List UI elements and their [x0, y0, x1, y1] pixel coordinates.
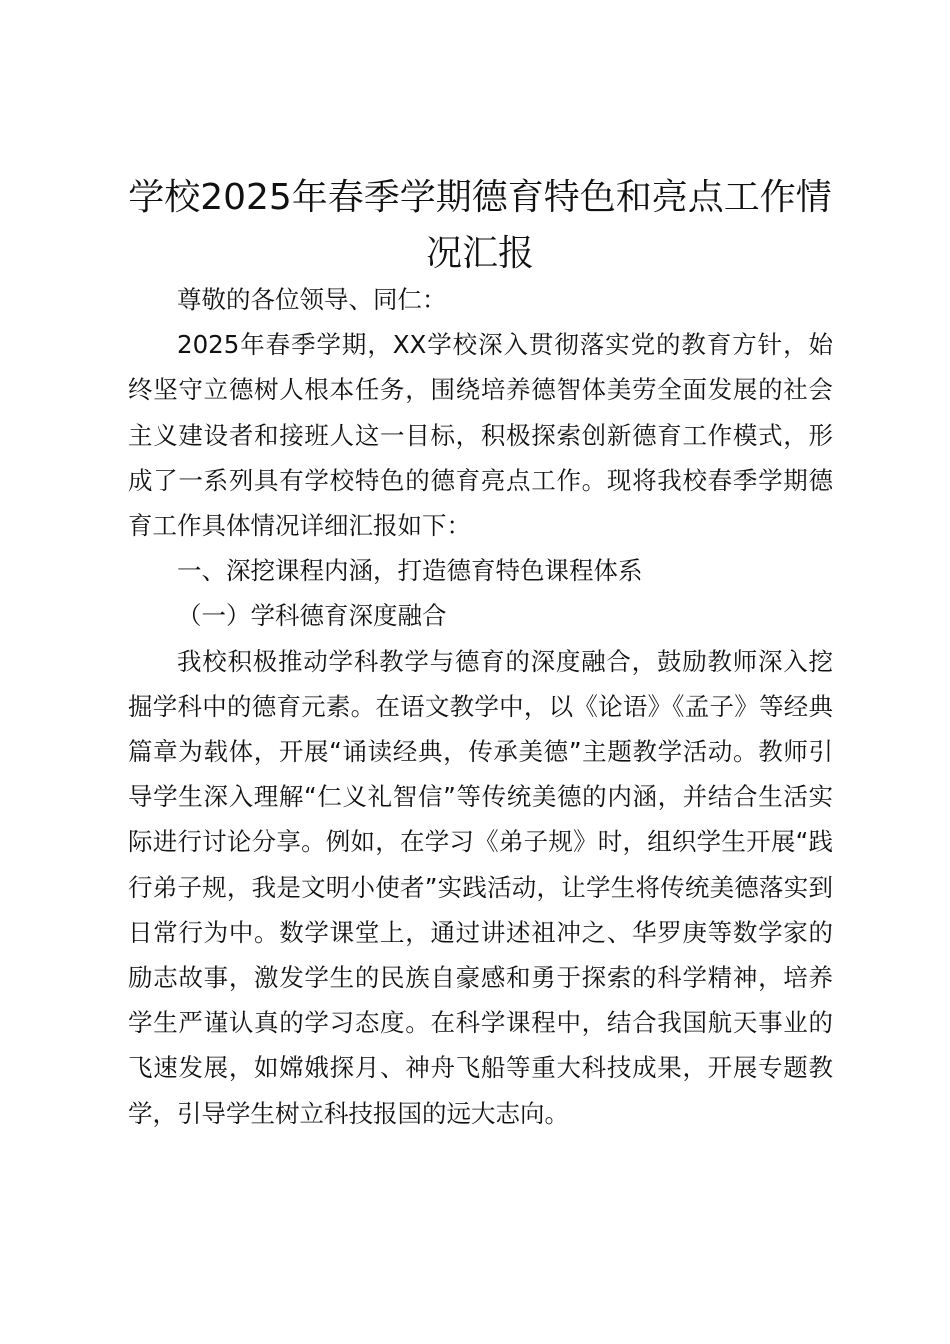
- subsection-heading: （一）学科德育深度融合: [177, 601, 447, 631]
- document-body: [128, 277, 833, 1136]
- intro-paragraph: 2025年春季学期，XX学校深入贯彻落实党的教育方针，始终坚守立德树人根本任务，围绕培养德智体美劳全面发展的社会主义建设者和接班人这一目标，积极探索创新德育工作模式，形成了一系列具有学校特色的德育亮点工作。现将我校春季学期德育工作具体情况详细汇报如下：: [128, 330, 833, 541]
- section-heading: 一、深挖课程内涵，打造德育特色课程体系: [177, 556, 643, 586]
- body-paragraph: 我校积极推动学科教学与德育的深度融合，鼓励教师深入挖掘学科中的德育元素。在语文教学中，以《论语》《孟子》等经典篇章为载体，开展“诵读经典，传承美德”主题教学活动。教师引导学生深入理解“仁义礼智信”等传统美德的内涵，并结合生活实际进行讨论分享。例如，在学习《弟子规》时，组织学生开展“践行弟子规，我是文明小使者”实践活动，让学生将传统美德落实到日常行为中。数学课堂上，通过讲述祖冲之、华罗庚等数学家的励志故事，激发学生的民族自豪感和勇于探索的科学精神，培养学生严谨认真的学习态度。在科学课程中，结合我国航天事业的飞速发展，如嫦娥探月、神舟飞船等重大科技成果，开展专题教学，引导学生树立科技报国的远大志向。: [128, 646, 833, 1128]
- salutation: 尊敬的各位领导、同仁：: [177, 285, 447, 314]
- document-title: 学校2025年春季学期德育特色和亮点工作情况汇报: [128, 177, 832, 274]
